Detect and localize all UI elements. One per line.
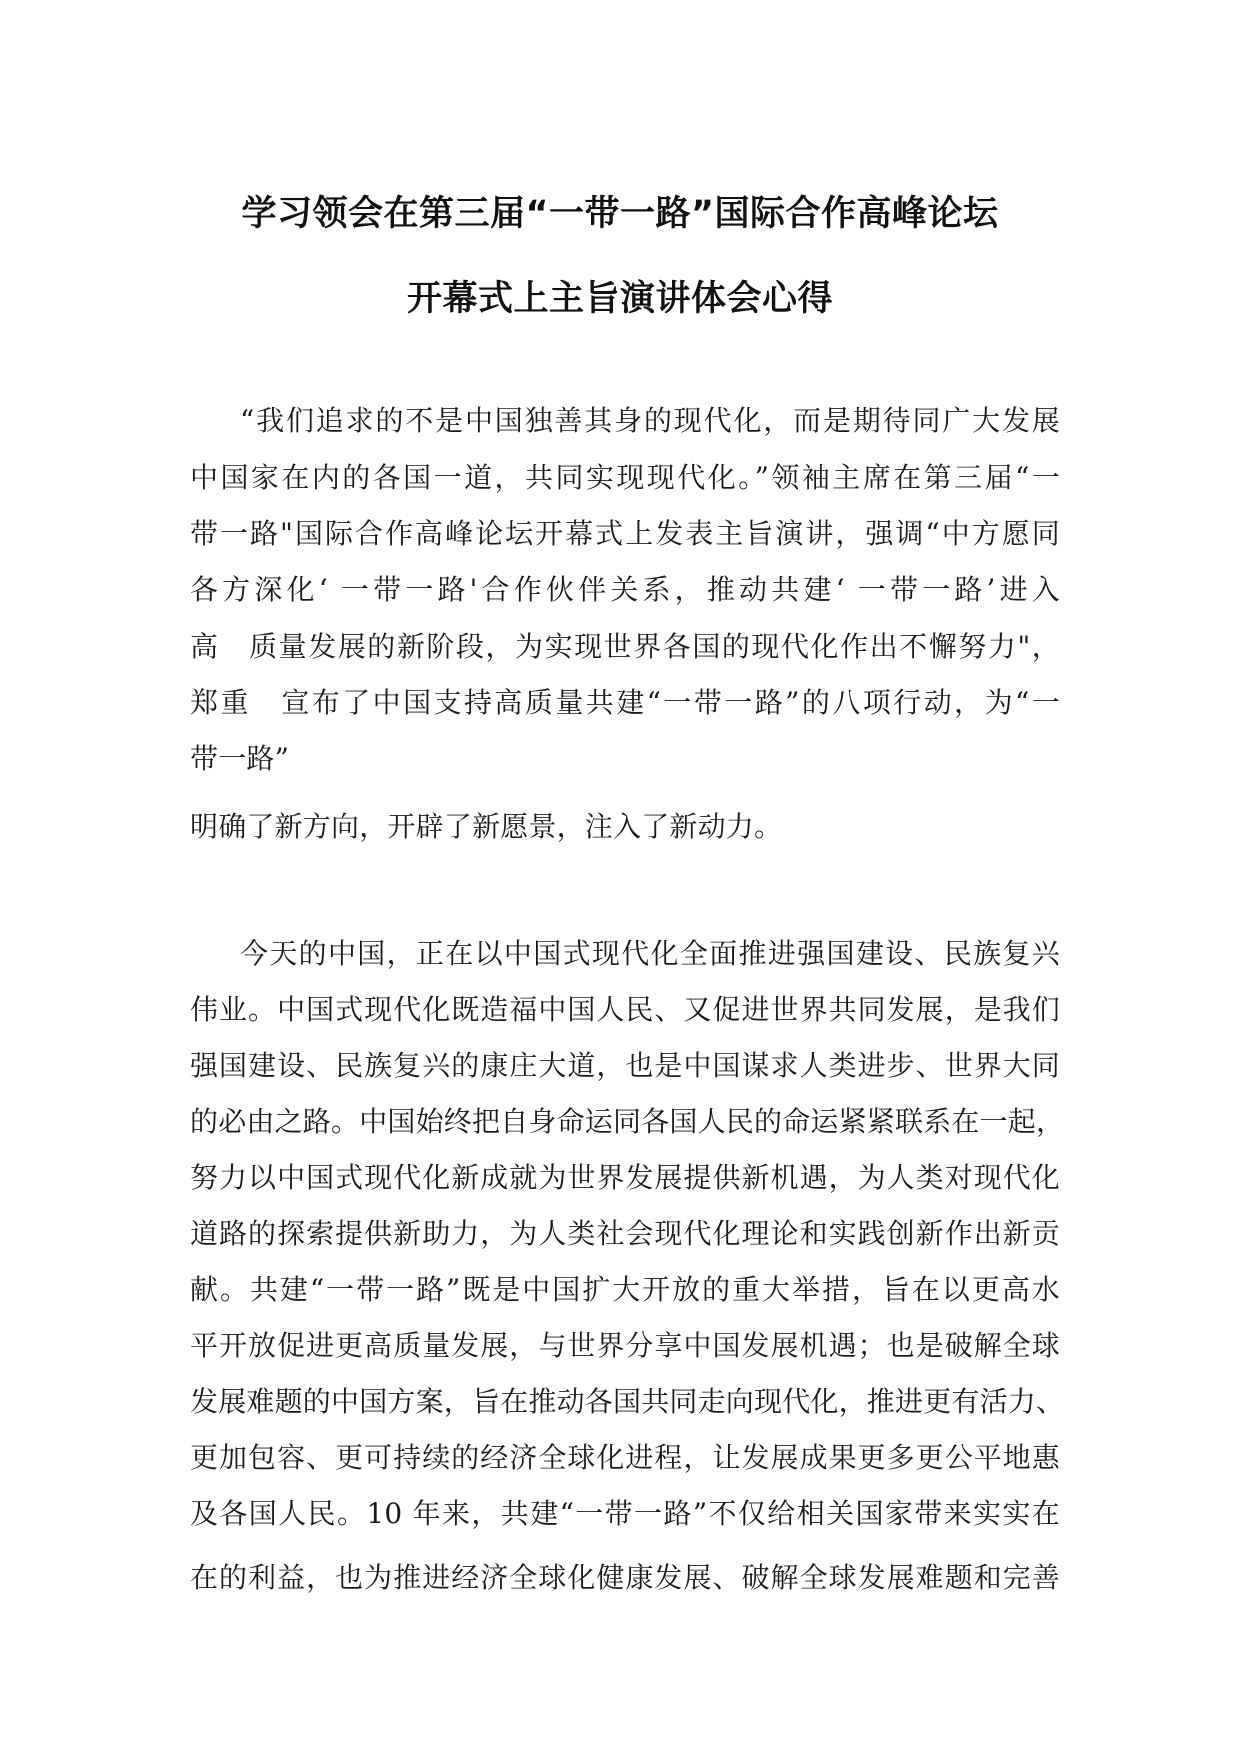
paragraph-1-line: 带一路” [190,742,290,775]
paragraph-1-continuation: 明确了新方向，开辟了新愿景，注入了新动力。 [190,810,783,843]
paragraph-2-line: 伟业。中国式现代化既造福中国人民、又促进世界共同发展，是我们 [190,993,1060,1026]
paragraph-2-line: 今天的中国，正在以中国式现代化全面推进强国建设、民族复兴 [240,937,1060,970]
paragraph-2-line: 更加包容、更可持续的经济全球化进程，让发展成果更多更公平地惠 [190,1441,1060,1474]
paragraph-2-line: 平开放促进更高质量发展，与世界分享中国发展机遇；也是破解全球 [190,1329,1060,1362]
paragraph-2-line: 发展难题的中国方案，旨在推动各国共同走向现代化，推进更有活力、 [190,1385,1065,1418]
paragraph-2-line: 强国建设、民族复兴的康庄大道，也是中国谋求人类进步、世界大同 [190,1049,1060,1082]
paragraph-2-line: 努力以中国式现代化新成就为世界发展提供新机遇，为人类对现代化 [190,1161,1060,1194]
paragraph-2-line: 在的利益，也为推进经济全球化健康发展、破解全球发展难题和完善 [190,1561,1060,1594]
document-title-line-2: 开幕式上主旨演讲体会心得 [406,279,833,319]
paragraph-2-line: 的必由之路。中国始终把自身命运同各国人民的命运紧紧联系在一起， [190,1105,1065,1138]
paragraph-1-line: 中国家在内的各国一道，共同实现现代化。”领袖主席在第三届“一 [190,461,1060,494]
paragraph-1-line: 高 质量发展的新阶段，为实现世界各国的现代化作出不懈努力"， [190,630,1060,663]
paragraph-1-line: “我们追求的不是中国独善其身的现代化，而是期待同广大发展 [240,404,1060,437]
document-title-line-1: 学习领会在第三届“一带一路”国际合作高峰论坛 [241,194,999,234]
paragraph-1-line: 带一路"国际合作高峰论坛开幕式上发表主旨演讲，强调“中方愿同 [190,517,1060,550]
paragraph-1-line: 郑重 宣布了中国支持高质量共建“一带一路”的八项行动，为“一 [190,686,1060,719]
paragraph-2-line: 及各国人民。10 年来，共建“一带一路”不仅给相关国家带来实实在 [190,1497,1060,1530]
paragraph-2-line: 献。共建“一带一路”既是中国扩大开放的重大举措，旨在以更高水 [190,1273,1060,1306]
paragraph-2-line: 道路的探索提供新助力，为人类社会现代化理论和实践创新作出新贡 [190,1217,1060,1250]
paragraph-1-line: 各方深化‘ 一带一路'合作伙伴关系，推动共建‘ 一带一路’进入 [190,573,1060,606]
